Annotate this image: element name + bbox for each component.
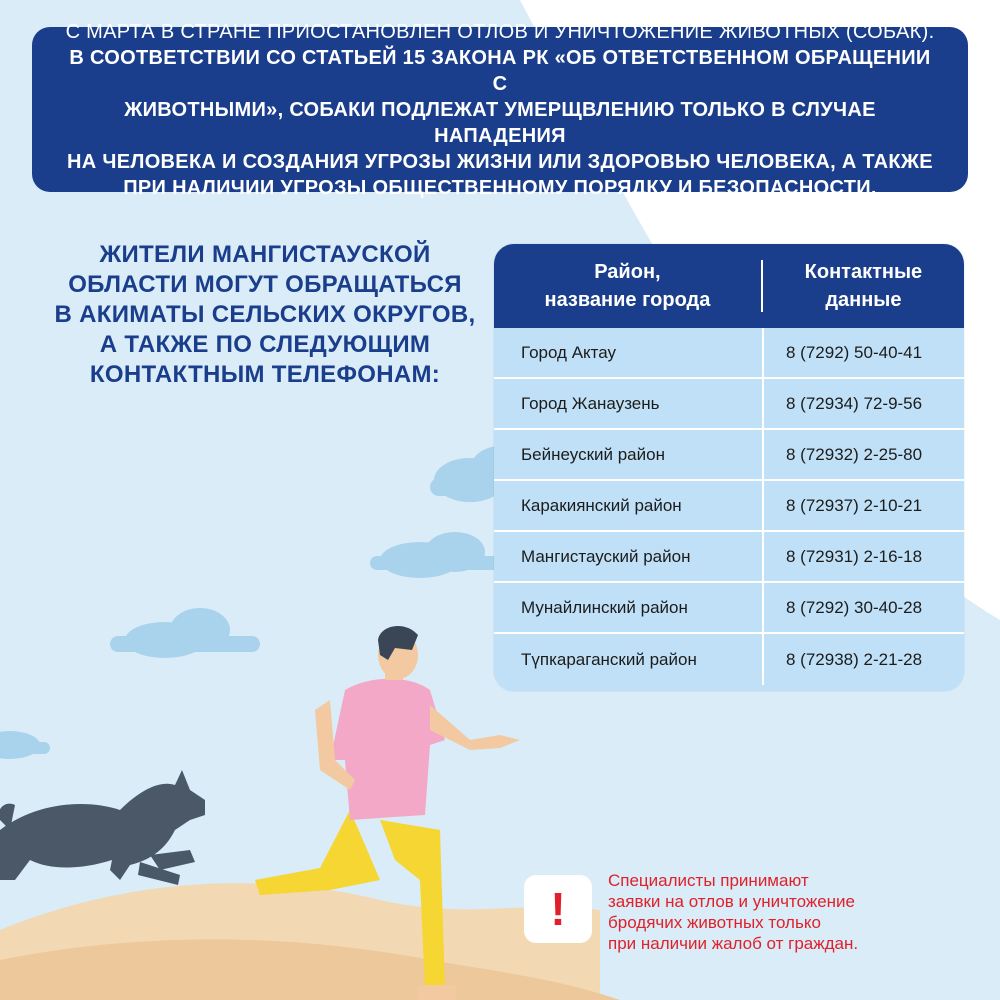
district-cell: Бейнеуский район: [521, 444, 665, 464]
info-line-1: ЖИТЕЛИ МАНГИСТАУСКОЙ: [99, 241, 431, 268]
district-cell: Город Жанаузень: [521, 393, 660, 413]
district-cell: Мангистауский район: [521, 546, 691, 566]
banner-line-4: НА ЧЕЛОВЕКА И СОЗДАНИЯ УГРОЗЫ ЖИЗНИ ИЛИ ЗДОРОВЬЮ ЧЕЛОВЕКА, А ТАКЖЕ: [67, 150, 933, 173]
contacts-table: [494, 244, 964, 691]
table-row: [494, 379, 964, 430]
specialists-notice: [608, 870, 968, 954]
header-district-line-1: Район,: [594, 261, 661, 283]
header-contacts: [763, 244, 964, 328]
district-cell: Город Актау: [521, 342, 617, 362]
district-cell: Мунайлинский район: [521, 597, 688, 617]
table-row: [494, 634, 964, 685]
table-row: [494, 481, 964, 532]
banner-line-3: ЖИВОТНЫМИ», СОБАКИ ПОДЛЕЖАТ УМЕРЩВЛЕНИЮ ТОЛЬКО В СЛУЧАЕ НАПАДЕНИЯ: [124, 98, 876, 147]
phone-cell: 8 (72932) 2-25-80: [762, 430, 964, 479]
banner-line-1: С МАРТА В СТРАНЕ ПРИОСТАНОВЛЕН ОТЛОВ И УНИЧТОЖЕНИЕ ЖИВОТНЫХ (СОБАК).: [65, 20, 935, 43]
phone-cell: 8 (7292) 30-40-28: [762, 583, 964, 632]
exclamation-icon: !: [524, 875, 592, 943]
table-row: [494, 328, 964, 379]
district-cell: Каракиянский район: [521, 495, 682, 515]
table-body: [494, 328, 964, 685]
table-row: [494, 532, 964, 583]
residents-info-heading: [50, 240, 480, 390]
phone-cell: 8 (72934) 72-9-56: [762, 379, 964, 428]
banner-line-2: В СООТВЕТСТВИИ СО СТАТЬЕЙ 15 ЗАКОНА РК «ОБ ОТВЕТСТВЕННОМ ОБРАЩЕНИИ С: [69, 46, 931, 95]
info-line-4: А ТАКЖЕ ПО СЛЕДУЮЩИМ: [99, 331, 431, 358]
header-district: [494, 244, 761, 328]
info-line-3: В АКИМАТЫ СЕЛЬСКИХ ОКРУГОВ,: [54, 301, 476, 328]
table-header: [494, 244, 964, 328]
notice-line-1: Специалисты принимают: [608, 871, 809, 890]
banner-line-5: ПРИ НАЛИЧИИ УГРОЗЫ ОБЩЕСТВЕННОМУ ПОРЯДКУ И БЕЗОПАСНОСТИ.: [123, 176, 877, 199]
phone-cell: 8 (72937) 2-10-21: [762, 481, 964, 530]
district-cell: Түпкараганский район: [521, 649, 697, 669]
law-notice-banner: [32, 20, 968, 199]
phone-cell: 8 (72931) 2-16-18: [762, 532, 964, 581]
header-district-line-2: название города: [544, 289, 711, 311]
notice-line-3: бродячих животных только: [608, 913, 821, 932]
info-line-5: КОНТАКТНЫМ ТЕЛЕФОНАМ:: [89, 361, 441, 388]
header-contacts-line-1: Контактные: [804, 261, 923, 283]
notice-line-4: при наличии жалоб от граждан.: [608, 934, 859, 953]
table-row: [494, 583, 964, 634]
info-line-2: ОБЛАСТИ МОГУТ ОБРАЩАТЬСЯ: [68, 271, 462, 298]
phone-cell: 8 (7292) 50-40-41: [762, 328, 964, 377]
table-row: [494, 430, 964, 481]
notice-line-2: заявки на отлов и уничтожение: [608, 892, 856, 911]
phone-cell: 8 (72938) 2-21-28: [762, 634, 964, 685]
header-contacts-line-2: данные: [825, 289, 902, 311]
